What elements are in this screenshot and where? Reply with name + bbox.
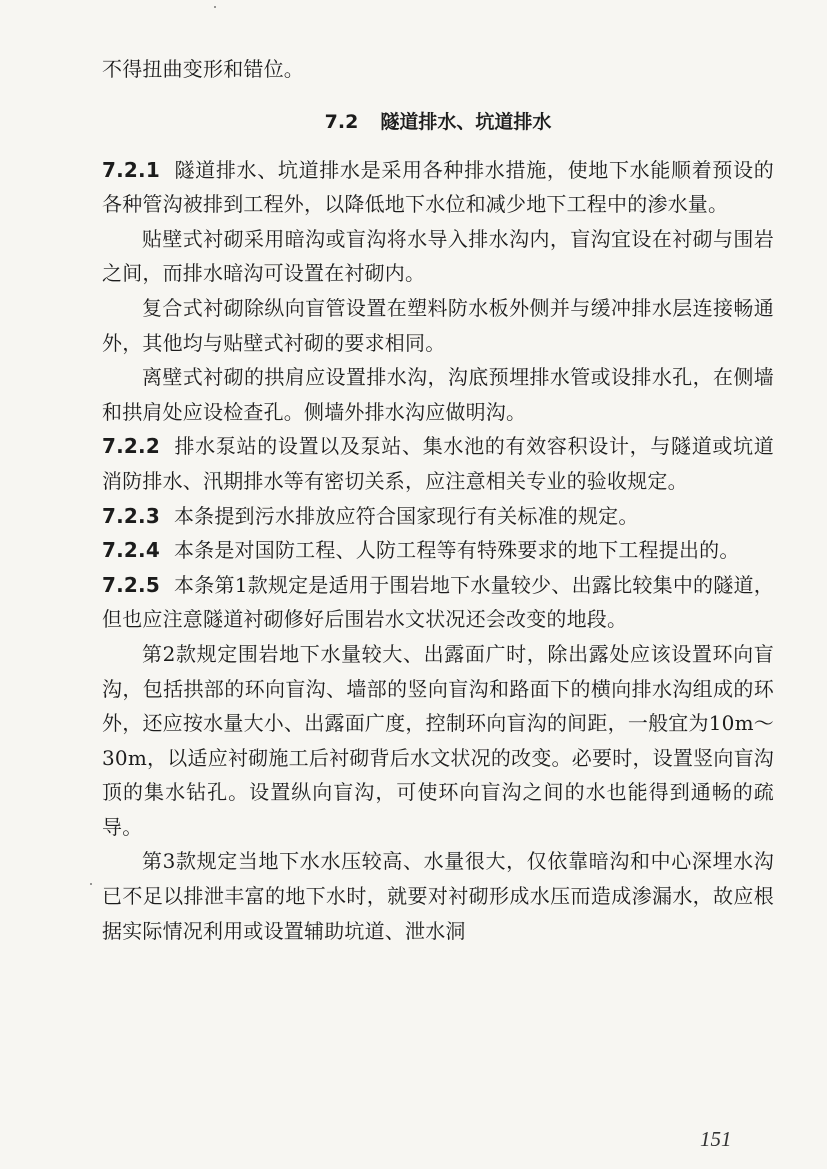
intro-line: 不得扭曲变形和错位。 bbox=[102, 57, 304, 81]
clause-7-2-1 bbox=[102, 153, 774, 222]
scan-speck bbox=[214, 6, 216, 8]
paragraph: 复合式衬砌除纵向盲管设置在塑料防水板外侧并与缓冲排水层连接畅通外，其他均与贴壁式衬砌的要求相同。 bbox=[102, 295, 774, 355]
scan-speck bbox=[90, 883, 92, 885]
clause-text: 本条第1款规定是适用于围岩地下水量较少、出露比较集中的隧道，但也应注意隧道衬砌修好后围岩水文状况还会改变的地段。 bbox=[102, 572, 774, 632]
section-title: 隧道排水、坑道排水 bbox=[380, 110, 552, 133]
page-number: 151 bbox=[700, 1127, 732, 1151]
clause-text: 本条提到污水排放应符合国家现行有关标准的规定。 bbox=[173, 503, 639, 528]
paragraph: 离壁式衬砌的拱肩应设置排水沟，沟底预埋排水管或设排水孔，在侧墙和拱肩处应设检查孔。侧墙外排水沟应做明沟。 bbox=[102, 365, 774, 424]
page-content bbox=[102, 52, 774, 948]
clause-7-2-3 bbox=[102, 499, 774, 534]
section-heading bbox=[102, 105, 774, 139]
paragraph: 第2款规定围岩地下水量较大、出露面广时，除出露处应该设置环向盲沟，包括拱部的环向盲沟、墙部的竖向盲沟和路面下的横向排水沟组成的环外，还应按水量大小、出露面广度，控制环向盲沟的间距，一般宜为10m～30m，以适应衬砌施工后衬砌背后水文状况的改变。必要时，设置竖向盲沟顶的集水钻孔。设置纵向盲沟，可使环向盲沟之间的水也能得到通畅的疏导。 bbox=[102, 641, 774, 839]
clause-text: 隧道排水、坑道排水是采用各种排水措施，使地下水能顺着预设的各种管沟被排到工程外，以降低地下水位和减少地下工程中的渗水量。 bbox=[102, 157, 774, 217]
clause-number: 7.2.2 bbox=[102, 434, 160, 459]
clause-7-2-4 bbox=[102, 533, 774, 568]
section-number: 7.2 bbox=[324, 110, 359, 133]
clause-number: 7.2.4 bbox=[102, 538, 160, 563]
clause-7-2-5 bbox=[102, 568, 774, 637]
clause-number: 7.2.3 bbox=[102, 503, 160, 528]
clause-text: 排水泵站的设置以及泵站、集水池的有效容积设计，与隧道或坑道消防排水、汛期排水等有密切关系，应注意相关专业的验收规定。 bbox=[102, 434, 774, 493]
clause-number: 7.2.1 bbox=[102, 157, 160, 182]
clause-7-2-2 bbox=[102, 429, 774, 498]
clause-text: 本条是对国防工程、人防工程等有特殊要求的地下工程提出的。 bbox=[173, 538, 740, 563]
clause-number: 7.2.5 bbox=[102, 572, 160, 597]
paragraph: 贴壁式衬砌采用暗沟或盲沟将水导入排水沟内，盲沟宜设在衬砌与围岩之间，而排水暗沟可设置在衬砌内。 bbox=[102, 226, 774, 286]
paragraph: 第3款规定当地下水水压较高、水量很大，仅依靠暗沟和中心深埋水沟已不足以排泄丰富的地下水时，就要对衬砌形成水压而造成渗漏水，故应根据实际情况利用或设置辅助坑道、泄水洞 bbox=[102, 849, 774, 943]
